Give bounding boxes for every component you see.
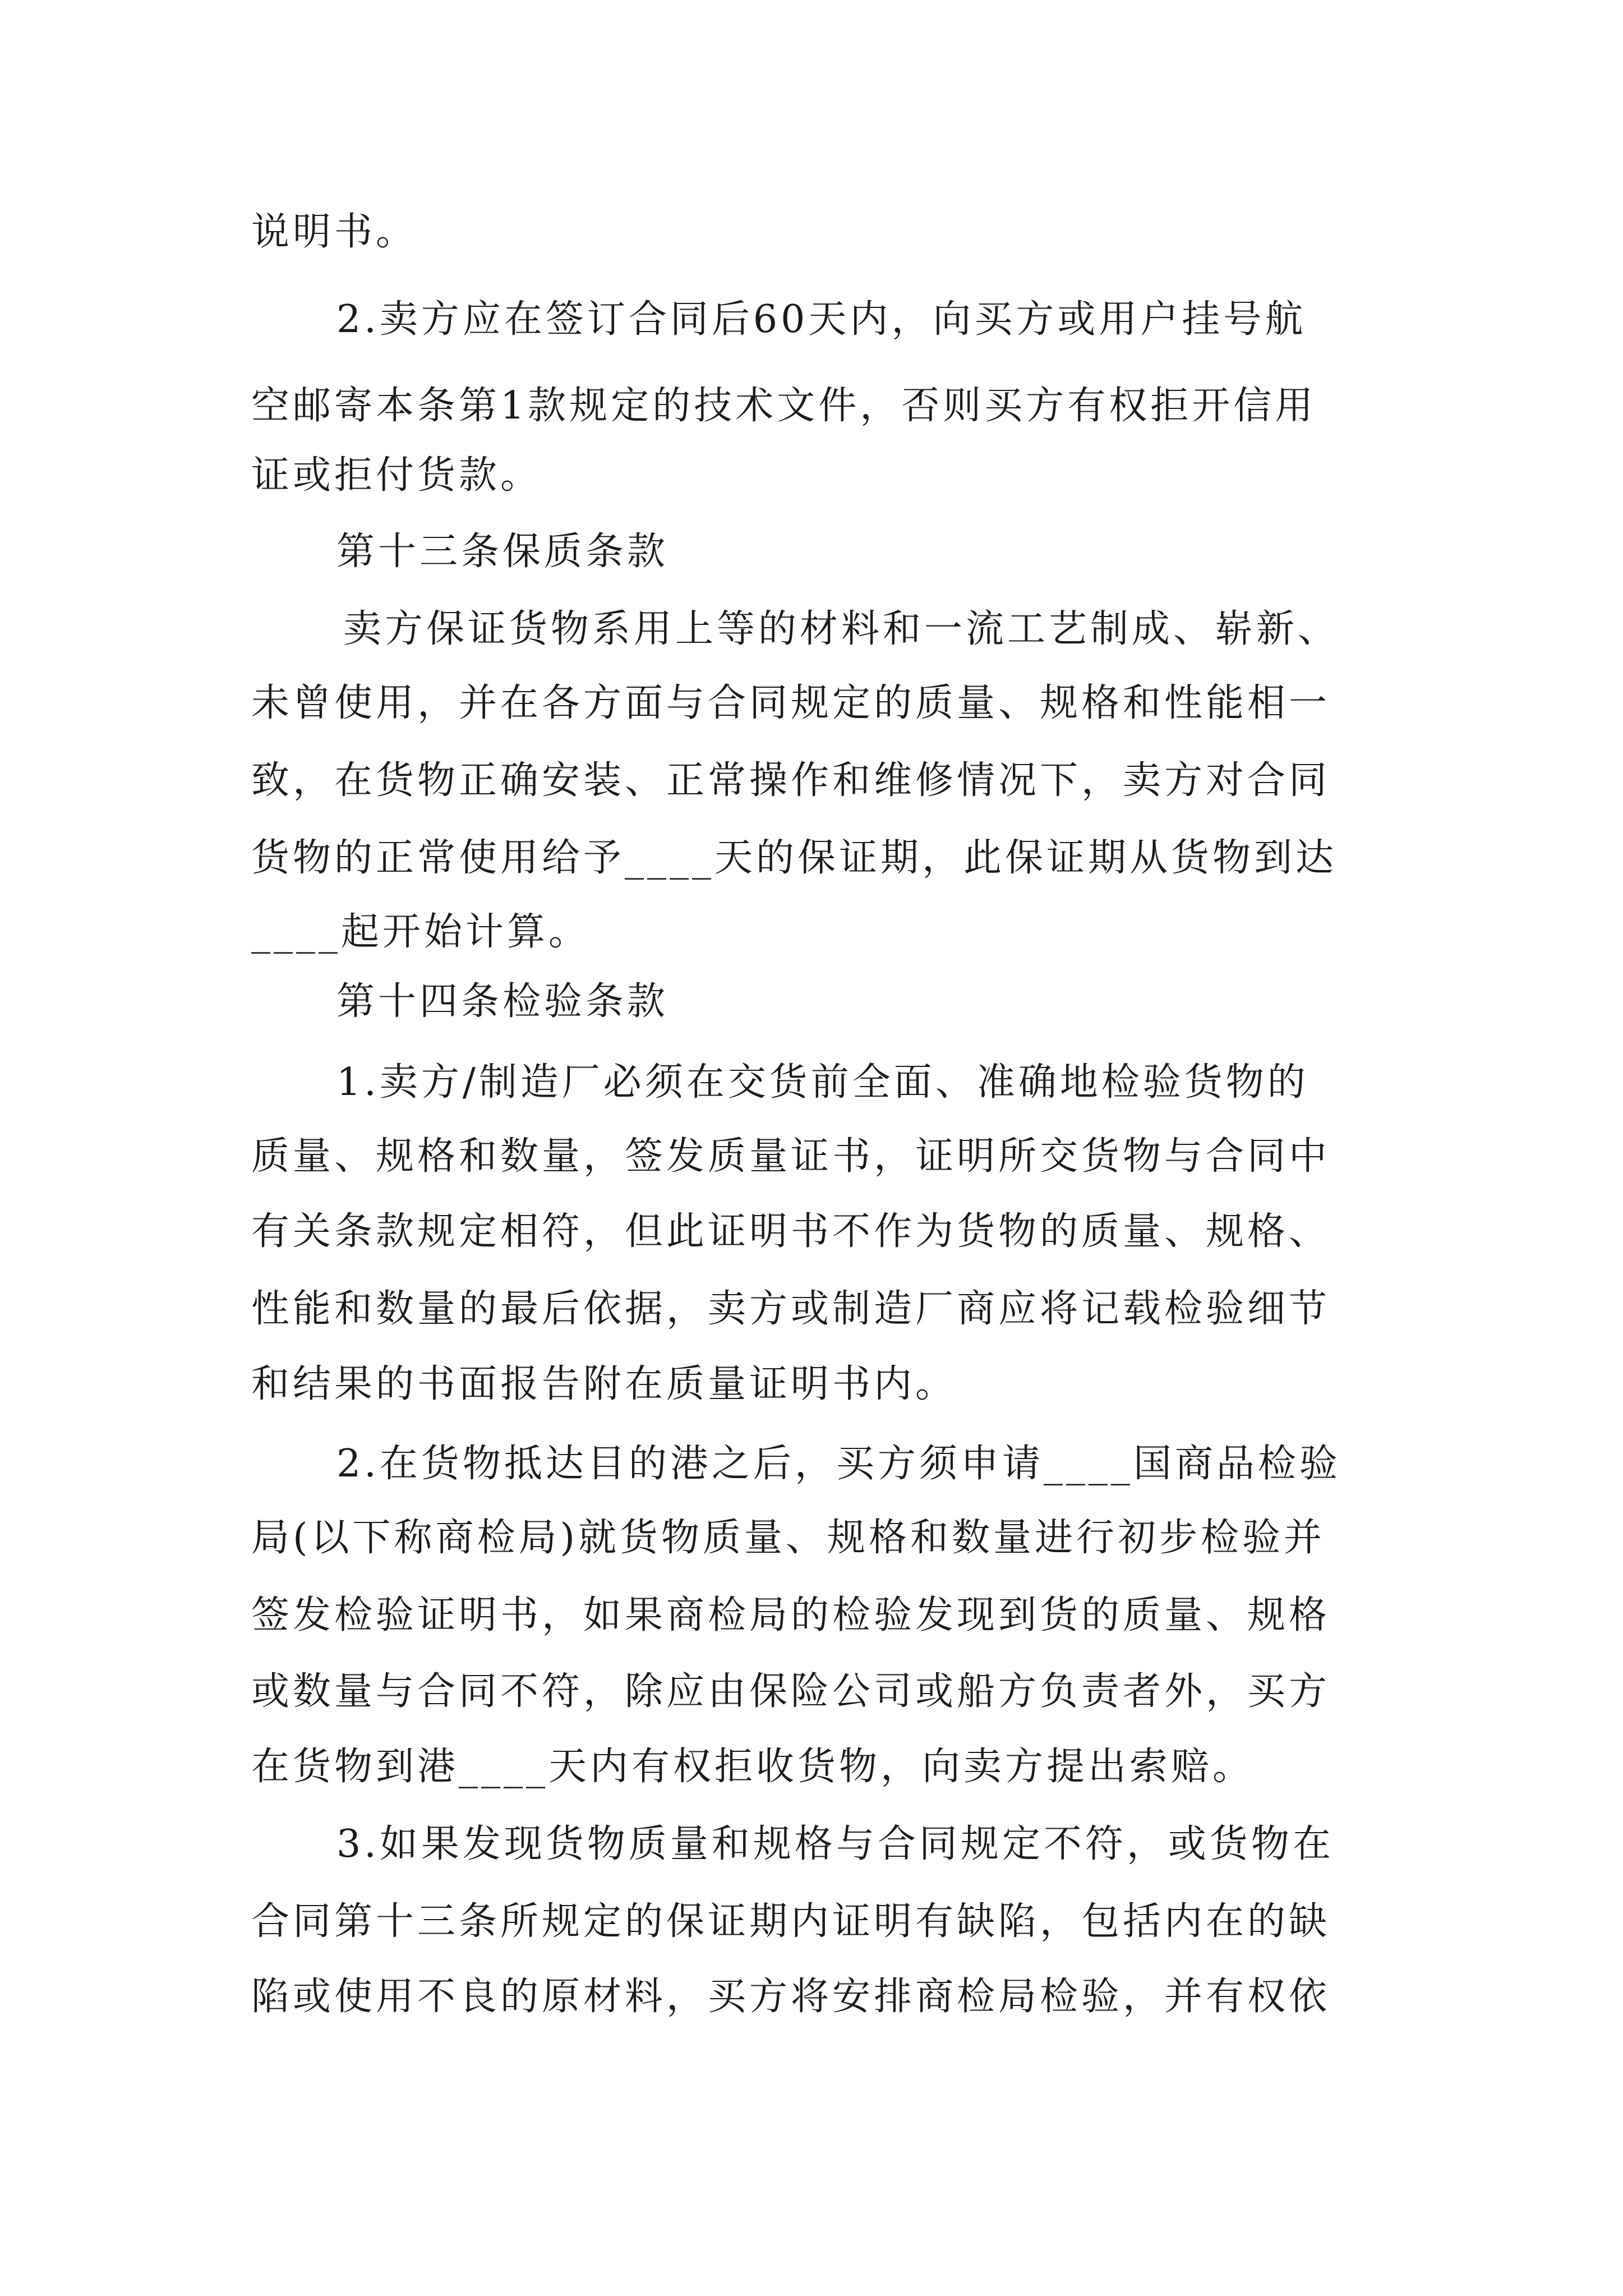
text-line-10: ____起开始计算。	[251, 910, 591, 954]
text-line-20: 或数量与合同不符，除应由保险公司或船方负责者外，买方	[251, 1669, 1331, 1714]
text-line-13: 质量、规格和数量，签发质量证书，证明所交货物与合同中	[251, 1134, 1331, 1179]
section-heading-13: 第十三条保质条款	[336, 530, 669, 574]
text-line-2: 2.卖方应在签订合同后60天内，向买方或用户挂号航	[336, 297, 1307, 342]
text-line-22: 3.如果发现货物质量和规格与合同规定不符，或货物在	[336, 1822, 1334, 1866]
text-line-4: 证或拒付货款。	[251, 453, 542, 498]
text-line-12: 1.卖方/制造厂必须在交货前全面、准确地检验货物的	[336, 1060, 1309, 1105]
text-line-14: 有关条款规定相符，但此证明书不作为货物的质量、规格、	[251, 1209, 1331, 1254]
text-line-15: 性能和数量的最后依据，卖方或制造厂商应将记载检验细节	[251, 1287, 1331, 1331]
text-line-21: 在货物到港____天内有权拒收货物，向卖方提出索赔。	[251, 1745, 1255, 1789]
text-line-7: 未曾使用，并在各方面与合同规定的质量、规格和性能相一	[251, 681, 1331, 725]
text-line-3: 空邮寄本条第1款规定的技术文件，否则买方有权拒开信用	[251, 384, 1317, 428]
text-line-8: 致，在货物正确安装、正常操作和维修情况下，卖方对合同	[251, 758, 1331, 803]
text-line-23: 合同第十三条所规定的保证期内证明有缺陷，包括内在的缺	[251, 1899, 1331, 1944]
text-line-17: 2.在货物抵达目的港之后，买方须申请____国商品检验	[336, 1442, 1341, 1486]
text-line-18: 局(以下称商检局)就货物质量、规格和数量进行初步检验并	[251, 1516, 1326, 1560]
text-line-24: 陷或使用不良的原材料，买方将安排商检局检验，并有权依	[251, 1975, 1331, 2019]
section-heading-14: 第十四条检验条款	[336, 979, 669, 1024]
text-line-19: 签发检验证明书，如果商检局的检验发现到货的质量、规格	[251, 1593, 1331, 1637]
text-line-6: 卖方保证货物系用上等的材料和一流工艺制成、崭新、	[343, 607, 1340, 651]
text-line-1: 说明书。	[251, 210, 418, 254]
text-line-9: 货物的正常使用给予____天的保证期，此保证期从货物到达	[251, 836, 1338, 880]
text-line-16: 和结果的书面报告附在质量证明书内。	[251, 1362, 957, 1406]
